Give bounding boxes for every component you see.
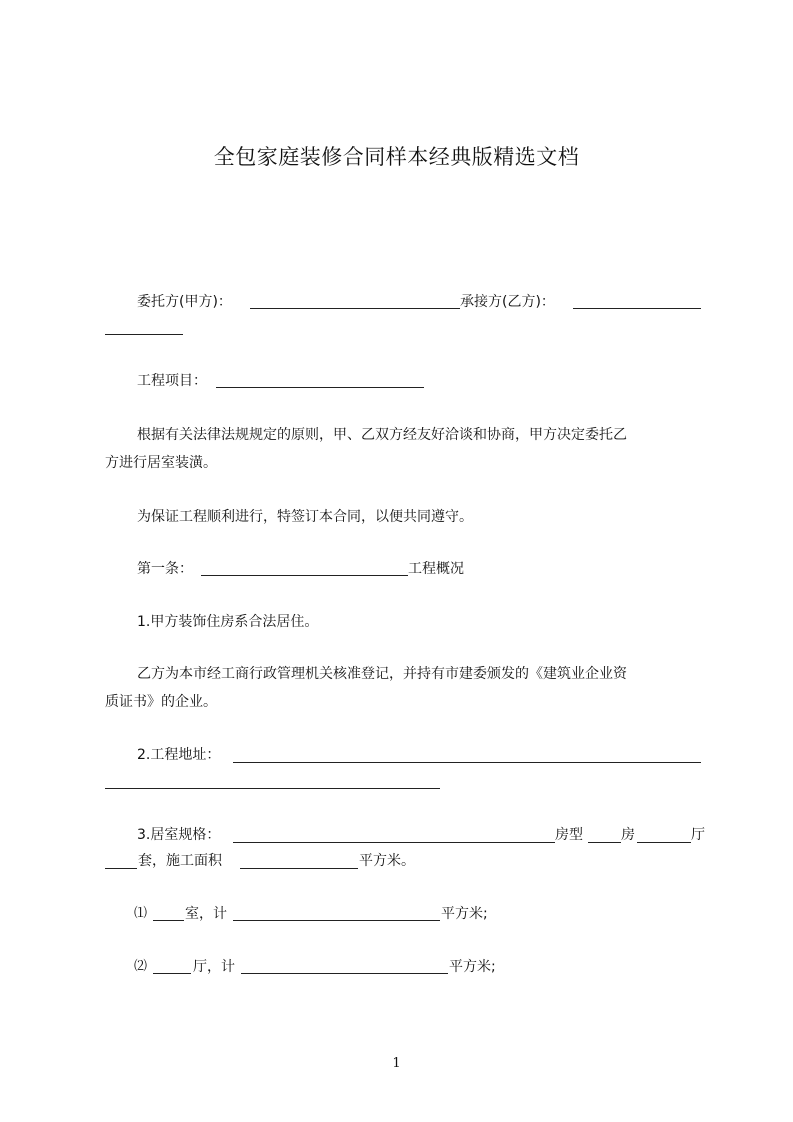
hall-label: 厅 (691, 827, 705, 843)
hall-count-blank[interactable] (637, 842, 691, 843)
set-count-blank[interactable] (105, 868, 137, 869)
sub-item1-unit: 平方米; (441, 906, 488, 922)
document-title: 全包家庭装修合同样本经典版精选文档 (213, 145, 580, 169)
sub-item2-hall-blank[interactable] (153, 973, 191, 974)
item1b-line-2: 质证书》的企业。 (105, 694, 217, 710)
purpose-paragraph: 为保证工程顺利进行，特签订本合同，以便共同遵守。 (137, 509, 473, 525)
area-blank[interactable] (240, 868, 358, 869)
client-label: 委托方(甲方)： (137, 294, 232, 310)
sub-item1-room-label: 室，计 (185, 906, 227, 922)
sub-item1-room-blank[interactable] (153, 920, 184, 921)
basis-paragraph-line-1: 根据有关法律法规规定的原则，甲、乙双方经友好洽谈和协商，甲方决定委托乙 (137, 427, 627, 443)
contractor-blank[interactable] (573, 308, 701, 309)
item1-text: 1.甲方装饰住房系合法居住。 (137, 614, 319, 630)
address-label: 2.工程地址： (137, 747, 221, 763)
house-type-label: 房型 (555, 827, 583, 843)
item1b-line-1: 乙方为本市经工商行政管理机关核准登记，并持有市建委颁发的《建筑业企业资 (137, 666, 627, 682)
basis-paragraph-line-2: 方进行居室装潢。 (105, 455, 217, 471)
project-label: 工程项目： (137, 373, 207, 389)
room-count-blank[interactable] (588, 842, 621, 843)
page-number: 1 (392, 1056, 401, 1071)
sub-item2-area-blank[interactable] (241, 973, 448, 974)
sub-item2-unit: 平方米; (449, 959, 496, 975)
area-unit: 平方米。 (359, 853, 415, 869)
article1-prefix: 第一条： (137, 561, 193, 577)
set-area-label: 套，施工面积 (138, 853, 222, 869)
contractor-blank-continued[interactable] (105, 334, 183, 335)
client-blank[interactable] (250, 308, 460, 309)
sub-item2-number: ⑵ (134, 959, 148, 974)
sub-item1-area-blank[interactable] (233, 920, 440, 921)
contractor-label: 承接方(乙方)： (460, 294, 555, 310)
sub-item1-number: ⑴ (134, 906, 148, 921)
article1-heading: 工程概况 (408, 561, 464, 577)
project-blank[interactable] (216, 387, 424, 388)
article1-blank[interactable] (201, 575, 408, 576)
spec-blank[interactable] (233, 842, 555, 843)
address-blank-continued[interactable] (105, 788, 440, 789)
sub-item2-hall-label: 厅，计 (193, 959, 235, 975)
spec-label: 3.居室规格： (137, 827, 221, 843)
address-blank[interactable] (233, 762, 701, 763)
room-label: 房 (621, 827, 635, 843)
